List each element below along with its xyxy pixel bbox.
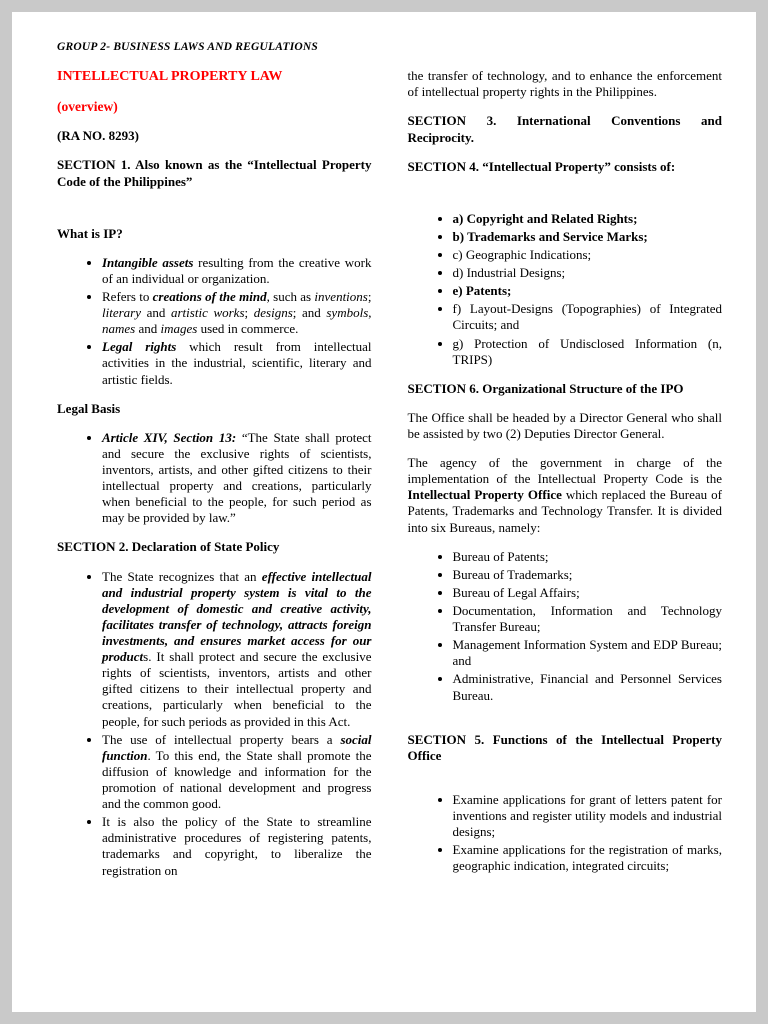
text-segment: literary [102, 305, 141, 321]
list-item: • Examine applications for the registration of marks, geographic indication, integrated circuits; [453, 842, 723, 874]
text-segment: artistic works [171, 305, 245, 321]
list-item: • Management Information System and EDP Bureau; and [453, 637, 723, 669]
continuation-paragraph: the transfer of technology, and to enhance the enforcement of intellectual property rights in the Philippines. [407, 68, 722, 100]
text-segment: Refers to [102, 289, 153, 304]
text-segment: g) Protection of Undisclosed Information (n, TRIPS) [452, 335, 722, 367]
right-column [408, 68, 723, 891]
section-5-heading: SECTION 5. Functions of the Intellectual Property Office [407, 731, 722, 763]
text-segment: . To this end, the State shall promote the diffusion of knowledge and information for the promotion of national development and progress and the common good. [102, 747, 372, 812]
text-segment: e) Patents; [452, 283, 512, 299]
text-segment: , such as [266, 289, 315, 304]
text-segment: symbols [326, 305, 369, 321]
list-item [453, 283, 723, 299]
section-1-heading: SECTION 1. Also known as the “Intellectual Property Code of the Philippines” [57, 157, 372, 189]
text-segment: ; [244, 305, 254, 321]
legal-basis-heading: Legal Basis [57, 400, 121, 416]
text-segment: designs [253, 305, 293, 321]
text-segment: names [102, 321, 136, 337]
what-is-ip-heading: What is IP? [57, 225, 123, 241]
text-segment: a) Copyright and Related Rights; [452, 210, 638, 226]
list-item: • Bureau of Trademarks; [453, 567, 723, 583]
text-segment: and [141, 305, 171, 321]
document-subtitle: (overview) [57, 98, 118, 114]
section-4-heading: SECTION 4. “Intellectual Property” consists of: [407, 158, 676, 174]
section-3-heading: SECTION 3. International Conventions and Reciprocity. [407, 113, 722, 145]
text-segment: b) Trademarks and Service Marks; [452, 228, 648, 244]
list-item [453, 265, 723, 281]
section-6-heading: SECTION 6. Organizational Structure of the IPO [407, 380, 684, 396]
text-segment: Legal rights [102, 339, 177, 355]
text-segment: Intellectual Property Office [407, 487, 562, 503]
text-segment: c) Geographic Indications; [452, 247, 592, 263]
text-segment: resulting from the creative work of an individual or organization. [102, 254, 372, 286]
agency-paragraph [408, 455, 723, 536]
list-item [453, 247, 723, 263]
text-segment: Intangible assets [102, 254, 194, 270]
document-title: INTELLECTUAL PROPERTY LAW [57, 69, 283, 85]
functions-list [408, 792, 723, 875]
text-segment: images [160, 321, 198, 337]
text-segment: social function [102, 731, 372, 763]
list-item [453, 336, 723, 368]
list-item: • Bureau of Patents; [453, 549, 723, 565]
text-segment: ; and [292, 305, 327, 321]
list-item: • Administrative, Financial and Personnel Services Bureau. [453, 671, 723, 703]
list-item: • Documentation, Information and Technology Transfer Bureau; [453, 603, 723, 635]
text-segment: f) Layout-Designs (Topographies) of Integrated Circuits; and [452, 301, 722, 333]
text-segment: effective intellectual and industrial property system is vital to the development of domestic and creative activity, facilitates transfer of technology, attracts foreign investments, and ensures market access for our product [102, 568, 372, 665]
ip-types-list [408, 211, 723, 368]
list-item [102, 814, 372, 878]
list-item [102, 339, 372, 387]
state-policy-list [57, 569, 372, 879]
list-item [102, 430, 372, 527]
text-segment: Article XIV, Section 13: [102, 429, 237, 445]
text-segment: ; [367, 289, 372, 304]
text-segment: The use of intellectual property bears a [102, 731, 341, 747]
text-segment: inventions [314, 289, 368, 304]
section-2-heading: SECTION 2. Declaration of State Policy [57, 539, 280, 555]
list-item [453, 211, 723, 227]
text-segment: s. It shall protect and secure the exclusive rights of scientists, inventors, artists and other gifted citizens to their intellectual property and creations, particularly when beneficial to the people, for such periods as provided in this Act. [102, 649, 372, 729]
text-segment: d) Industrial Designs; [452, 265, 566, 281]
director-general-paragraph: The Office shall be headed by a Director General who shall be assisted by two (2) Deputies Director General. [407, 409, 722, 441]
ip-definition-list [57, 255, 372, 388]
document-page [12, 12, 756, 1012]
list-item [453, 229, 723, 245]
bureaus-list [408, 549, 723, 704]
list-item [102, 569, 372, 730]
left-column [57, 68, 372, 891]
text-segment: The agency of the government in charge of the implementation of the Intellectual Property Code is the [407, 455, 722, 487]
list-item: • Bureau of Legal Affairs; [453, 585, 723, 601]
list-item [102, 289, 372, 337]
text-segment: which replaced the Bureau of Patents, Trademarks and Technology Transfer. It is divided into six Bureaus, namely: [407, 487, 722, 535]
list-item [102, 732, 372, 813]
list-item: • Examine applications for grant of letters patent for inventions and register utility models and industrial designs; [453, 792, 723, 840]
text-segment: , [368, 305, 372, 321]
text-segment: which result from intellectual activities in the industrial, scientific, literary and artistic fields. [102, 339, 372, 387]
text-segment: It is also the policy of the State to streamline administrative procedures of registering patents, trademarks and copyright, to liberalize the registration on [102, 814, 372, 878]
document-header: GROUP 2- BUSINESS LAWS AND REGULATIONS [57, 41, 318, 53]
text-segment: “The State shall protect and secure the exclusive rights of scientists, inventors, artists, and other gifted citizens to their intellectual property and creations, particularly when beneficial to the people, for such period as may be provided by law.” [102, 429, 372, 526]
legal-basis-list [57, 430, 372, 527]
ra-number: (RA NO. 8293) [57, 128, 139, 144]
columns [57, 68, 722, 891]
text-segment: and [135, 321, 161, 337]
list-item [453, 301, 723, 333]
text-segment: creations of the mind [152, 289, 267, 304]
text-segment: used in commerce. [197, 321, 299, 337]
list-item [102, 255, 372, 287]
text-segment: The State recognizes that an [102, 568, 262, 584]
